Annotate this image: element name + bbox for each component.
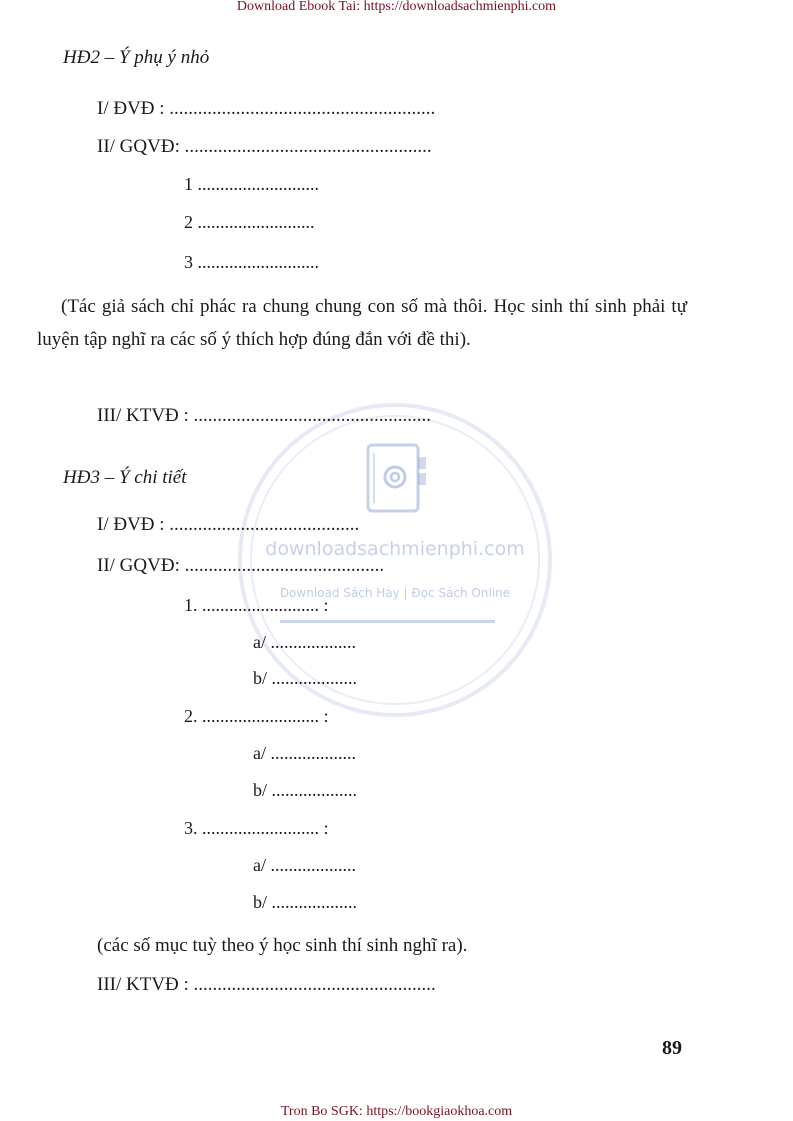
hd3-section-3-a: a/ ................... <box>253 855 356 875</box>
hd2-dvd-line: I/ ĐVĐ : ........................................................ <box>97 98 436 119</box>
hd2-item-3: 3 ........................... <box>184 252 319 272</box>
hd3-section-3: 3. .......................... : <box>184 818 329 838</box>
author-note: (Tác giả sách chỉ phác ra chung chung con số mà thôi. Học sinh thí sinh phải tự luyện tập nghĩ ra các số ý thích hợp đúng đắn với đề thi). <box>37 296 687 350</box>
hd2-item-2: 2 .......................... <box>184 212 315 232</box>
hd2-item-1: 1 ........................... <box>184 174 319 194</box>
header-download-link[interactable]: Download Ebook Tai: https://downloadsachmienphi.com <box>236 0 557 14</box>
hd3-section-2-b: b/ ................... <box>253 780 358 800</box>
hd3-section-1-b: b/ ................... <box>253 668 358 688</box>
notebook-at-icon <box>362 443 430 520</box>
hd2-ktvd-line: III/ KTVĐ : .................................................. <box>97 405 432 426</box>
hd3-title: HĐ3 – Ý chi tiết <box>63 467 187 488</box>
hd2-title: HĐ2 – Ý phụ ý nhỏ <box>63 47 210 68</box>
hd2-gqvd-line: II/ GQVĐ: .................................................... <box>97 136 432 157</box>
footer-sgk-link[interactable]: Tron Bo SGK: https://bookgiaokhoa.com <box>280 1104 513 1119</box>
hd3-section-1: 1. .......................... : <box>184 595 329 615</box>
page-number: 89 <box>662 1037 682 1059</box>
watermark-bar <box>280 620 495 623</box>
watermark-site: downloadsachmienphi.com <box>265 538 525 560</box>
watermark-tagline: Download Sách Hay | Đọc Sách Online <box>279 586 511 600</box>
hd3-section-1-a: a/ ................... <box>253 632 356 652</box>
hd3-gqvd-line: II/ GQVĐ: .......................................... <box>97 555 385 576</box>
hd3-section-3-b: b/ ................... <box>253 892 358 912</box>
hd3-ktvd-line: III/ KTVĐ : ................................................... <box>97 974 436 995</box>
hd3-dvd-line: I/ ĐVĐ : ........................................ <box>97 514 360 535</box>
hd3-section-2: 2. .......................... : <box>184 706 329 726</box>
hd3-section-2-a: a/ ................... <box>253 743 356 763</box>
numbering-note: (các số mục tuỳ theo ý học sinh thí sinh nghĩ ra). <box>97 935 468 956</box>
